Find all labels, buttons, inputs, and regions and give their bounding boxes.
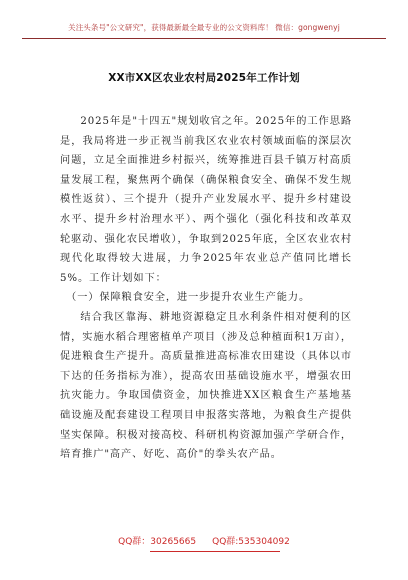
footer-contacts xyxy=(0,534,408,547)
body-paragraph-intro: 2025年是"十四五"规划收官之年。2025年的工作思路是，我局将进一步正视当前我区农业农村领域面临的深层次问题，立足全面推进乡村振兴，统筹推进百县千镇万村高质量发展工程，聚焦两个确保（确保粮食安全、确保不发生规模性返贫）、三个提升（提升产业发展水平、提升乡村建设水平、提升乡村治理水平）、两个强化（强化科技和改革双轮驱动、强化农民增收），争取到2025年底，全区农业农村现代化取得较大进展，力争2025年农业总产值同比增长5%。工作计划如下： xyxy=(60,116,352,284)
header-banner: 关注头条号"公文研究"，获得最新最全最专业的公文资料库！ 微信：gongwenyj xyxy=(68,23,340,32)
document-title: XX市XX区农业农村局2025年工作计划 xyxy=(108,72,300,84)
footer-qq-group-2: QQ群:535304092 xyxy=(212,537,290,547)
body-paragraph-food-security: 结合我区靠海、耕地资源稳定且水利条件相对便利的区情，实施水稻合理密植单产项目（涉及总种植面积1万亩），促进粮食生产提升。高质量推进高标准农田建设（具体以市下达的任务指标为准），提高农田基础设施水平，增强农田抗灾能力。争取国债资金，加快推进XX区粮食生产基地基础设施及配套建设工程项目申报落实落地，为粮食生产提供坚实保障。积极对接高校、科研机构资源加强产学研合作，培育推广"高产、好吃、高价"的拳头农产品。 xyxy=(60,311,352,461)
section-heading: （一）保障粮食安全，进一步提升农业生产能力。 xyxy=(66,292,311,304)
footer-qq-group-1: QQ群：30265665 xyxy=(118,537,197,547)
document-body xyxy=(60,112,352,465)
header-divider xyxy=(22,38,386,39)
footer-underline xyxy=(150,551,280,552)
